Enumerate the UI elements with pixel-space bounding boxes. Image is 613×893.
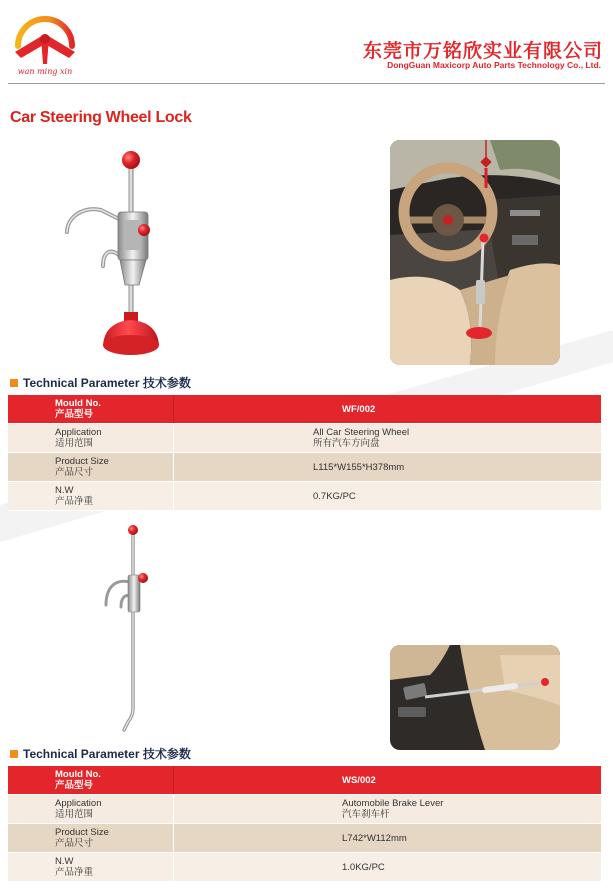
value-en: 1.0KG/PC <box>342 861 385 873</box>
label-cell <box>8 795 174 823</box>
value-cell <box>174 395 601 423</box>
value-en: All Car Steering Wheel <box>313 427 410 438</box>
car-footwell-photo <box>390 645 560 750</box>
label-en: Mould No. <box>55 398 101 409</box>
company-logo <box>8 4 80 76</box>
section-header <box>10 745 191 762</box>
table-row <box>8 795 601 824</box>
table-row <box>8 824 601 853</box>
value-cn: 所有汽车方向盘 <box>313 438 380 449</box>
page-title: Car Steering Wheel Lock <box>10 109 192 126</box>
label-en: N.W <box>55 485 74 496</box>
orange-square-icon <box>10 379 18 387</box>
value-cell <box>174 766 601 794</box>
label-en: Application <box>55 798 102 809</box>
spec-table <box>8 766 601 882</box>
table-row <box>8 853 601 882</box>
table-row <box>8 424 601 453</box>
label-en: Product Size <box>55 456 109 467</box>
value-en: L742*W112mm <box>342 832 407 844</box>
company-name-cn: 东莞市万铭欣实业有限公司 <box>362 40 603 62</box>
table-row <box>8 482 601 511</box>
value-cell <box>174 824 601 852</box>
label-en: Mould No. <box>55 769 101 780</box>
value-en: 0.7KG/PC <box>313 490 356 502</box>
value-en: L115*W155*H378mm <box>313 461 405 473</box>
label-cn: 产品尺寸 <box>55 467 94 478</box>
label-cn: 产品净重 <box>55 496 94 507</box>
value-en: WF/002 <box>342 403 376 415</box>
table-header-row <box>8 766 601 795</box>
header-divider <box>8 83 605 84</box>
label-cn: 产品净重 <box>55 867 94 878</box>
logo-text: wan ming xin <box>17 67 73 76</box>
label-cn: 产品尺寸 <box>55 838 94 849</box>
section-title: Technical Parameter 技术参数 <box>23 376 191 390</box>
label-cell <box>8 424 174 452</box>
value-en: Automobile Brake Lever <box>342 798 444 809</box>
label-cn: 适用范围 <box>55 809 94 820</box>
brake-lever-lock-image <box>95 520 165 735</box>
label-cell <box>8 824 174 852</box>
value-cn: 汽车刹车杆 <box>342 809 390 820</box>
label-en: N.W <box>55 856 74 867</box>
orange-square-icon <box>10 750 18 758</box>
label-cell <box>8 482 174 510</box>
label-cn: 产品型号 <box>55 409 94 420</box>
label-en: Application <box>55 427 102 438</box>
value-cell <box>174 795 601 823</box>
label-cell <box>8 853 174 881</box>
value-cell <box>174 482 601 510</box>
label-cn: 产品型号 <box>55 780 94 791</box>
car-interior-photo <box>390 140 560 365</box>
company-name-en: DongGuan Maxicorp Auto Parts Technology Co., Ltd. <box>387 60 601 70</box>
value-cell <box>174 453 601 481</box>
label-cn: 适用范围 <box>55 438 94 449</box>
label-en: Product Size <box>55 827 109 838</box>
spec-table <box>8 395 601 511</box>
section-title: Technical Parameter 技术参数 <box>23 747 191 761</box>
table-header-row <box>8 395 601 424</box>
label-cell <box>8 766 174 794</box>
table-row <box>8 453 601 482</box>
value-cell <box>174 424 601 452</box>
label-cell <box>8 453 174 481</box>
value-cell <box>174 853 601 881</box>
steering-wheel-lock-image <box>55 140 170 360</box>
label-cell <box>8 395 174 423</box>
value-en: WS/002 <box>342 774 376 786</box>
section-header <box>10 374 191 391</box>
